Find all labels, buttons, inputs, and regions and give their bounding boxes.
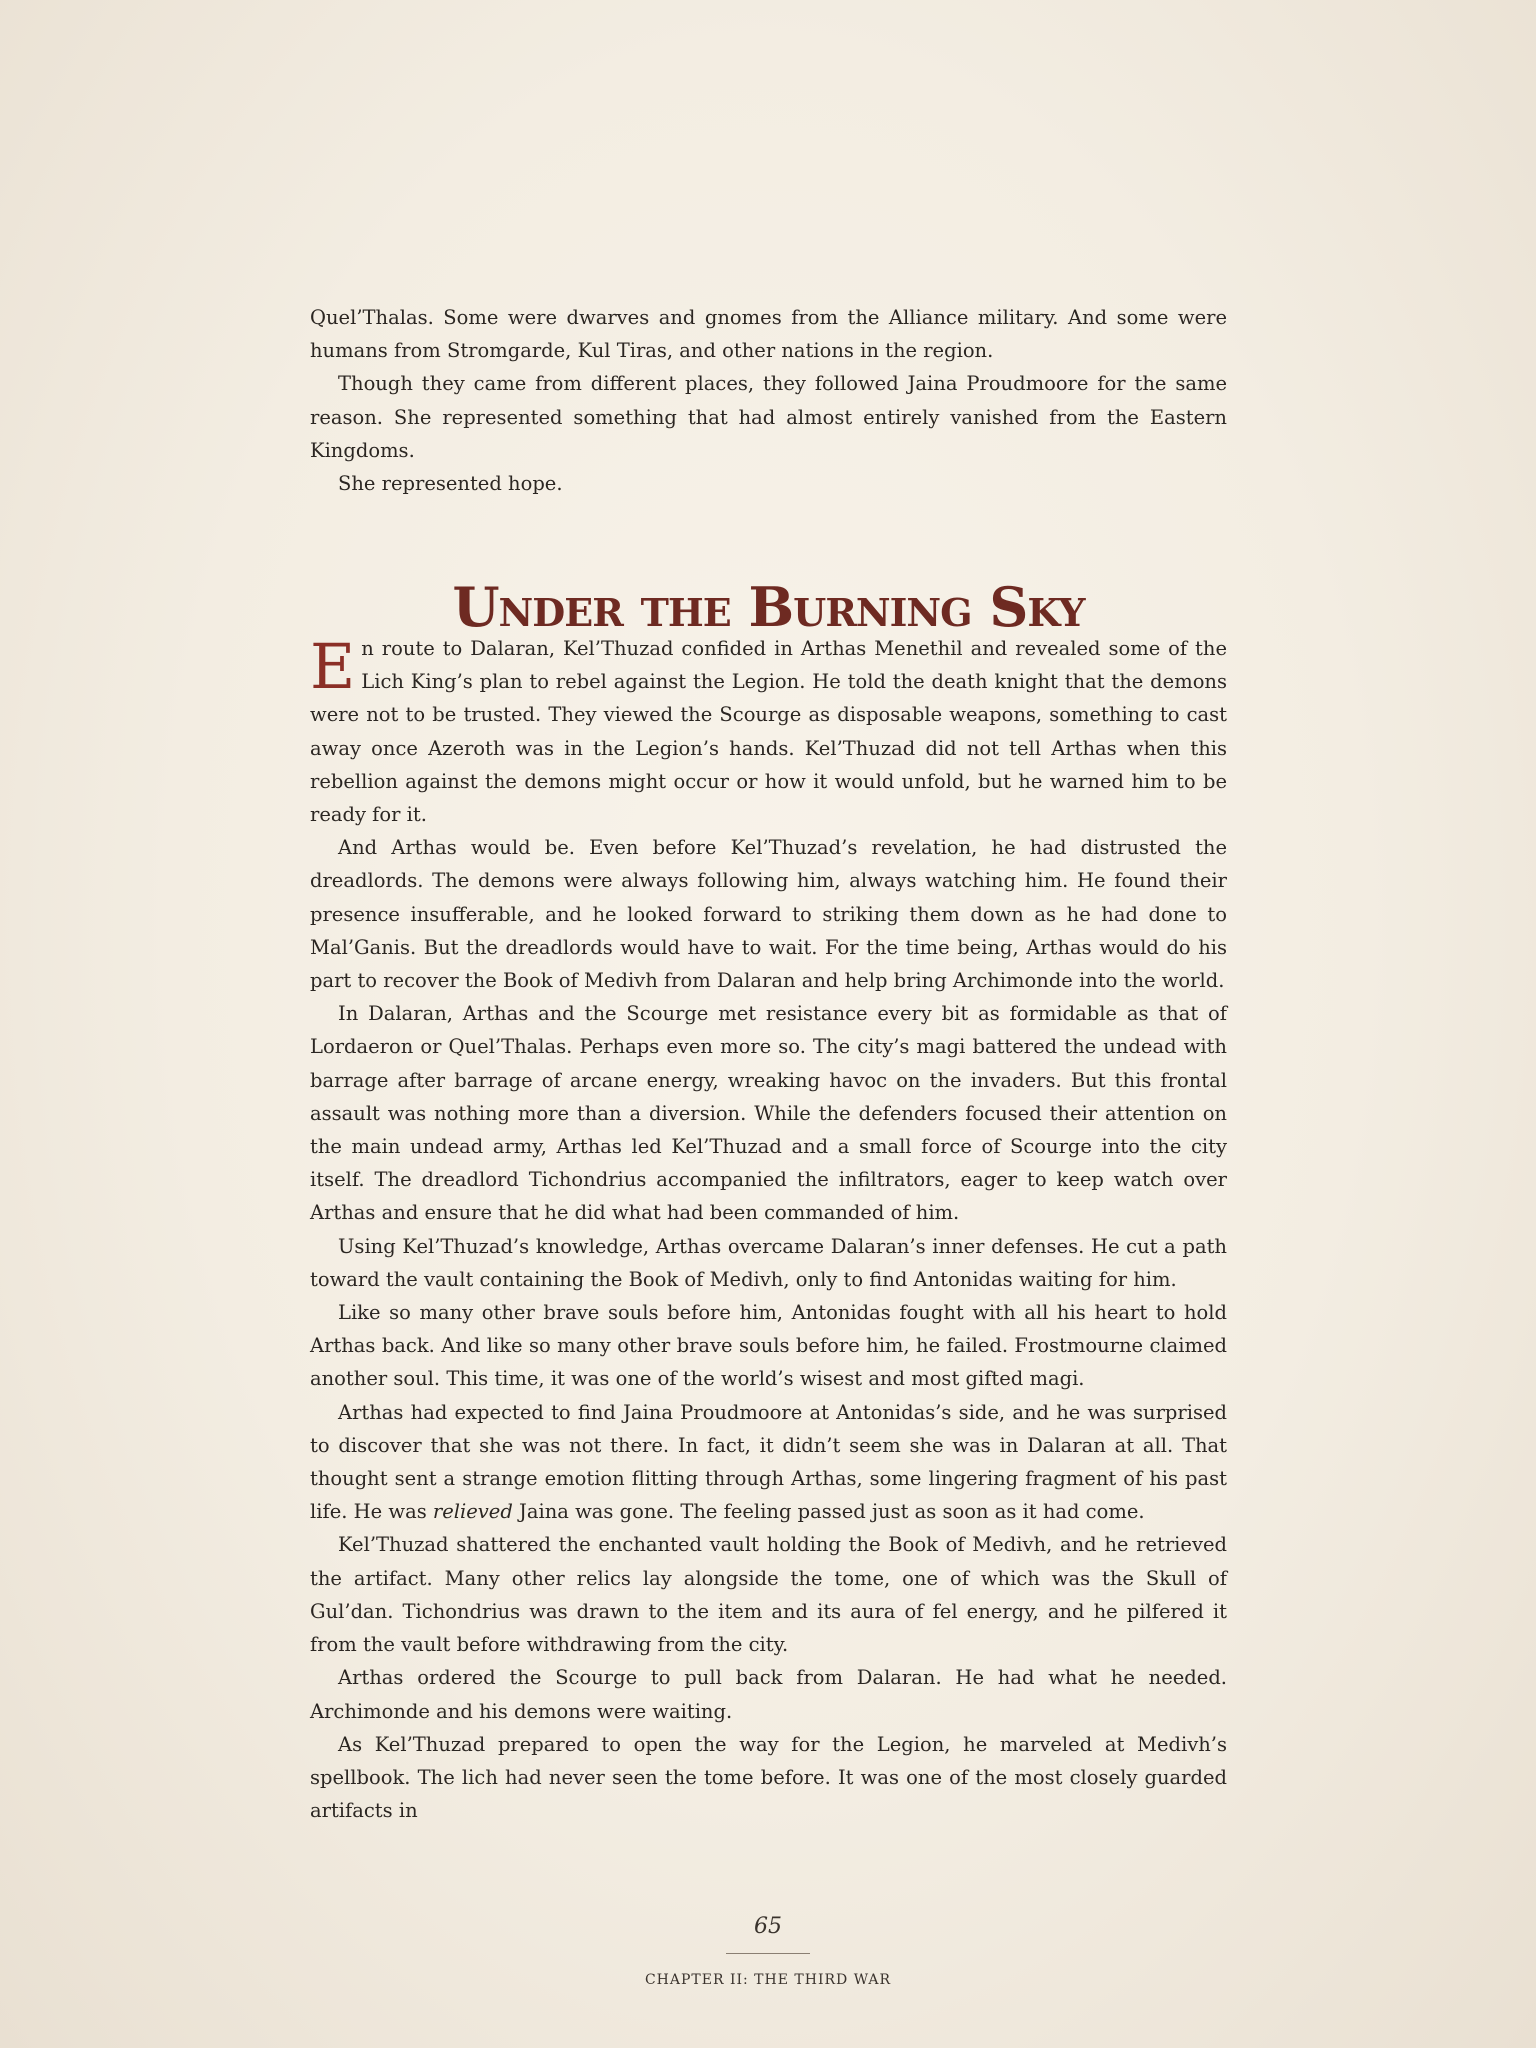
paragraph: Arthas had expected to find Jaina Proudmoore at Antonidas’s side, and he was surprised to discover that she was not there. In fact, it didn’t seem she was in Dalaran at all. That thought sent a strange emotion flitting through Arthas, some lingering fragment of his past life. He was relieved Jaina was gone. The feeling passed just as soon as it had come. bbox=[310, 1400, 1227, 1524]
section-title: Under the Burning Sky bbox=[452, 575, 1085, 640]
page-number: 65 bbox=[754, 1914, 782, 1939]
paragraph: She represented hope. bbox=[338, 472, 563, 496]
paragraph: Arthas ordered the Scourge to pull back from Dalaran. He had what he needed. Archimonde and his demons were waiting. bbox=[310, 1666, 1227, 1723]
paragraph: Like so many other brave souls before him, Antonidas fought with all his heart to hold Arthas back. And like so many other brave souls before him, he failed. Frostmourne claimed another soul. This time, it was one of the world’s wisest and most gifted magi. bbox=[310, 1301, 1227, 1391]
continued-text-block bbox=[310, 301, 1227, 500]
first-paragraph-text: n route to Dalaran, Kel’Thuzad confided in Arthas Menethil and revealed some of the Lich King’s plan to rebel against the Legion. He told the death knight that the demons were not to be trusted. They viewed the Scourge as disposable weapons, something to cast away once Azeroth was in the Legion’s hands. Kel’Thuzad did not tell Arthas when this rebellion against the demons might occur or how it would unfold, but he warned him to be ready for it. bbox=[310, 637, 1227, 827]
section-body bbox=[310, 632, 1227, 1827]
paragraph: As Kel’Thuzad prepared to open the way for the Legion, he marveled at Medivh’s spellbook. The lich had never seen the tome before. It was one of the most closely guarded artifacts in bbox=[310, 1732, 1227, 1823]
chapter-footer: CHAPTER II: THE THIRD WAR bbox=[644, 1972, 892, 1988]
emphasis: relieved bbox=[432, 1500, 513, 1524]
footer-divider bbox=[726, 1953, 810, 1954]
paragraph bbox=[310, 632, 1227, 831]
paragraph: Using Kel’Thuzad’s knowledge, Arthas overcame Dalaran’s inner defenses. He cut a path toward the vault containing the Book of Medivh, only to find Antonidas waiting for him. bbox=[310, 1234, 1227, 1291]
paragraph: And Arthas would be. Even before Kel’Thuzad’s revelation, he had distrusted the dreadlords. The demons were always following him, always watching him. He found their presence insufferable, and he looked forward to striking them down as he had done to Mal’Ganis. But the dreadlords would have to wait. For the time being, Arthas would do his part to recover the Book of Medivh from Dalaran and help bring Archimonde into the world. bbox=[310, 836, 1227, 993]
paragraph: Though they came from different places, they followed Jaina Proudmoore for the same reason. She represented something that had almost entirely vanished from the Eastern Kingdoms. bbox=[310, 372, 1227, 462]
drop-cap: E bbox=[310, 630, 356, 703]
paragraph: Kel’Thuzad shattered the enchanted vault holding the Book of Medivh, and he retrieved the artifact. Many other relics lay alongside the tome, one of which was the Skull of Gul’dan. Tichondrius was drawn to the item and its aura of fel energy, and he pilfered it from the vault before withdrawing from the city. bbox=[310, 1533, 1227, 1657]
paragraph: In Dalaran, Arthas and the Scourge met resistance every bit as formidable as that of Lordaeron or Quel’Thalas. Perhaps even more so. The city’s magi battered the undead with barrage after barrage of arcane energy, wreaking havoc on the invaders. But this frontal assault was nothing more than a diversion. While the defenders focused their attention on the main undead army, Arthas led Kel’Thuzad and a small force of Scourge into the city itself. The dreadlord Tichondrius accompanied the infiltrators, eager to keep watch over Arthas and ensure that he did what had been commanded of him. bbox=[310, 1002, 1227, 1225]
paragraph: Quel’Thalas. Some were dwarves and gnomes from the Alliance military. And some were humans from Stromgarde, Kul Tiras, and other nations in the region. bbox=[310, 306, 1227, 363]
